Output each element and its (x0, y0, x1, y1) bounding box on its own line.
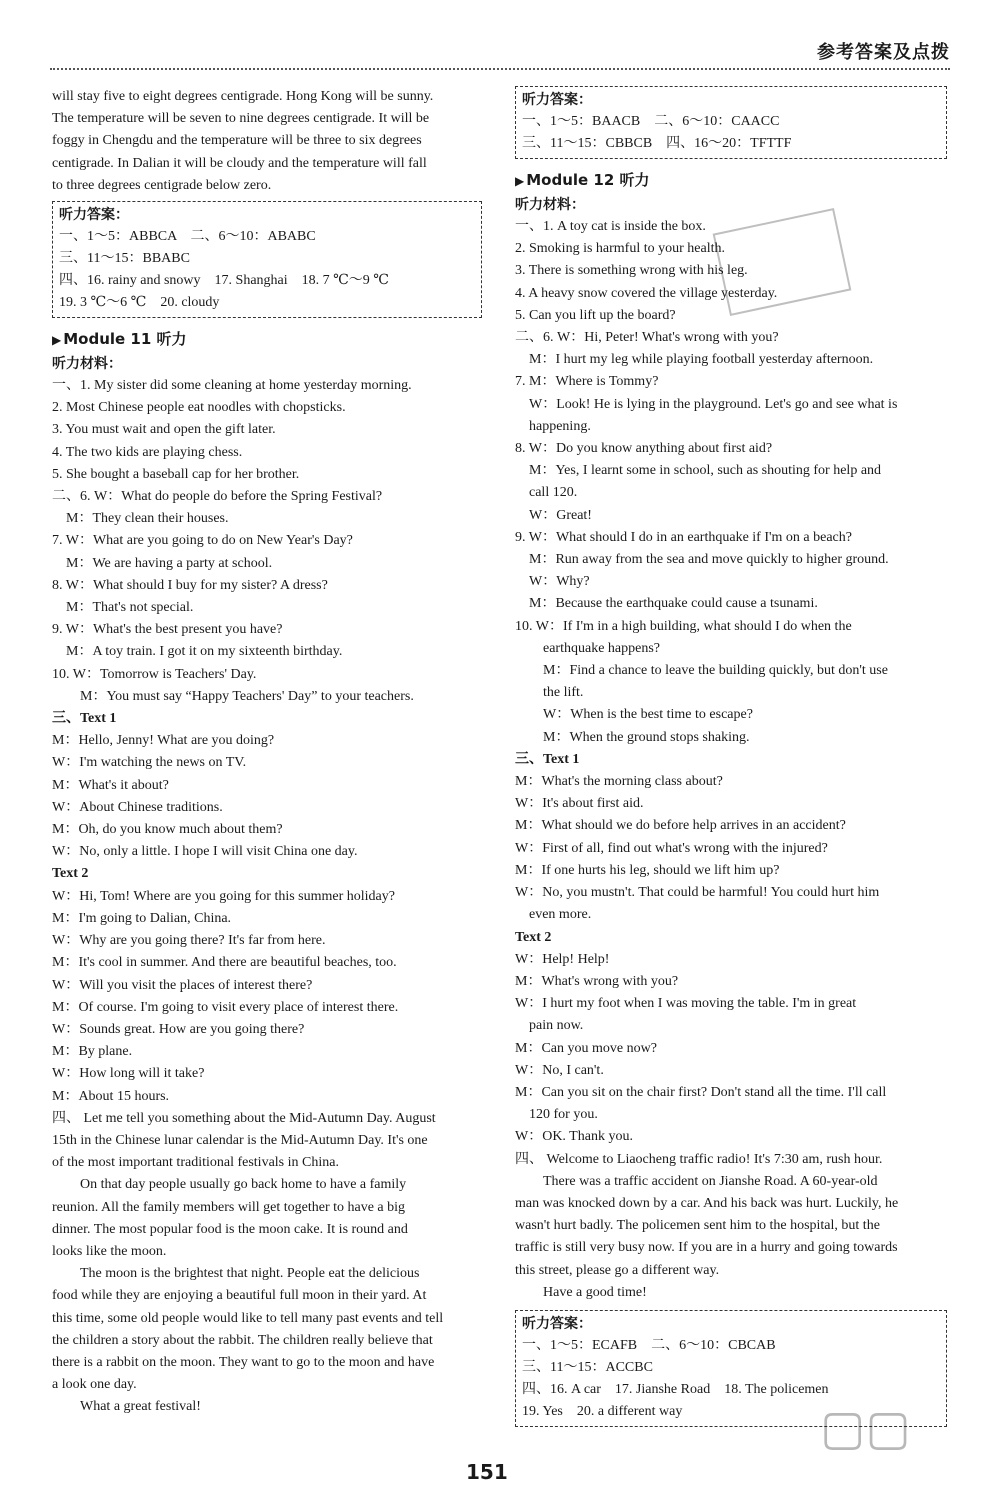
text-line: 一、1～5：ECAFB 二、6～10：CBCAB (522, 1337, 776, 1353)
text-line: 5. She bought a baseball cap for her brother. (52, 466, 300, 482)
text-line: 8. W：Do you know anything about first aid? (515, 441, 773, 457)
text-line: W：No, only a little. I hope I will visit China one day. (52, 844, 358, 860)
text-line: reunion. All the family members will get together to have a big (52, 1199, 406, 1215)
text-line: W：No, I can't. (515, 1062, 604, 1078)
text-line: 15th in the Chinese lunar calendar is the Mid-Autumn Day. It's one (52, 1132, 428, 1148)
text-line: 二、6. W：Hi, Peter! What's wrong with you? (515, 330, 779, 346)
text-line: W：Look! He is lying in the playground. Let's go and see what is (529, 396, 898, 412)
text-line: M：Can you move now? (515, 1040, 657, 1056)
material-label: 听力材料： (515, 197, 585, 213)
text-line: W：OK. Thank you. (515, 1129, 633, 1145)
text-line: W：Will you visit the places of interest there? (52, 977, 313, 993)
text-line: W：Great! (529, 507, 592, 523)
watermark-logo: ▢▢ (820, 1400, 911, 1456)
text-line: 120 for you. (529, 1107, 598, 1123)
text-line: M：What's wrong with you? (515, 973, 679, 989)
text-line: 四、 Let me tell you something about the Mid-Autumn Day. August (52, 1110, 436, 1126)
text-line: W：When is the best time to escape? (543, 707, 753, 723)
text-line: M：That's not special. (66, 600, 194, 616)
text-line: The temperature will be seven to nine degrees centigrade. It will be (52, 111, 430, 127)
text-line: looks like the moon. (52, 1243, 167, 1259)
text-line: What a great festival! (80, 1399, 201, 1415)
text-line: W：First of all, find out what's wrong with the injured? (515, 840, 828, 856)
text-line: M：Oh, do you know much about them? (52, 822, 283, 838)
text-line: man was knocked down by a car. And his back was hurt. Luckily, he (515, 1195, 899, 1211)
left-column (52, 86, 482, 1419)
text-line: happening. (529, 418, 591, 434)
text-line: M：I hurt my leg while playing football yesterday afternoon. (529, 352, 874, 368)
text-line: the lift. (543, 685, 584, 701)
text-line: this street, please go a different way. (515, 1262, 720, 1278)
text-line: 10. W：If I'm in a high building, what should I do when the (515, 618, 852, 634)
text-line: 3. There is something wrong with his leg. (515, 263, 748, 279)
text-line: 5. Can you lift up the board? (515, 307, 676, 323)
text-line: Text 2 (515, 929, 552, 945)
module-12-heading: ▶ Module 12 听力 (515, 171, 650, 189)
answer-box-module-11 (515, 86, 947, 159)
text-line: M：About 15 hours. (52, 1088, 170, 1104)
text-line: W：I'm watching the news on TV. (52, 755, 247, 771)
text-line: 4. A heavy snow covered the village yesterday. (515, 285, 778, 301)
text-line: dinner. The most popular food is the moon cake. It is round and (52, 1221, 408, 1237)
text-line: 19. Yes 20. a different way (522, 1403, 683, 1419)
text-line: W：No, you mustn't. That could be harmful! You could hurt him (515, 885, 880, 901)
text-line: to three degrees centigrade below zero. (52, 177, 272, 193)
text-line: M：Find a chance to leave the building quickly, but don't use (543, 663, 888, 679)
text-line: earthquake happens? (543, 640, 660, 656)
text-line: 9. W：What should I do in an earthquake if I'm on a beach? (515, 529, 852, 545)
text-line: M：When the ground stops shaking. (543, 729, 750, 745)
text-line: there is a rabbit on the moon. They want to go to the moon and have (52, 1354, 435, 1370)
text-line: 三、Text 1 (52, 711, 117, 727)
text-line: W：Sounds great. How are you going there? (52, 1021, 305, 1037)
text-line: W：I hurt my foot when I was moving the table. I'm in great (515, 996, 857, 1012)
text-line: On that day people usually go back home to have a family (80, 1177, 407, 1193)
answer-box-module-10 (52, 201, 482, 318)
text-line: the children a story about the rabbit. The children really believe that (52, 1332, 433, 1348)
text-line: W：Hi, Tom! Where are you going for this summer holiday? (52, 888, 395, 904)
text-line: 19. 3 ℃～6 ℃ 20. cloudy (59, 295, 220, 311)
text-line: M：Yes, I learnt some in school, such as shouting for help and (529, 463, 882, 479)
text-line: W：Help! Help! (515, 951, 610, 967)
text-line: W：How long will it take? (52, 1066, 205, 1082)
text-line: M：If one hurts his leg, should we lift him up? (515, 862, 780, 878)
intro-paragraph (52, 86, 482, 197)
text-line: 一、1. A toy cat is inside the box. (515, 219, 706, 234)
text-line: 三、11～15：ACCBC (522, 1359, 653, 1375)
answer-box-title: 听力答案： (522, 1315, 592, 1332)
text-line: pain now. (529, 1018, 584, 1034)
text-line: There was a traffic accident on Jianshe Road. A 60-year-old (543, 1173, 878, 1189)
text-line: traffic is still very busy now. If you are in a hurry and going towards (515, 1240, 898, 1256)
text-line: M：They clean their houses. (66, 511, 229, 527)
text-line: 三、11～15：BBABC (59, 251, 190, 267)
text-line: M：Hello, Jenny! What are you doing? (52, 733, 275, 749)
text-line: 四、16. rainy and snowy 17. Shanghai 18. 7 ℃～9 ℃ (59, 273, 389, 289)
text-line: M：You must say “Happy Teachers' Day” to your teachers. (80, 688, 414, 704)
text-line: M：What should we do before help arrives in an accident? (515, 818, 846, 834)
text-line: foggy in Chengdu and the temperature will be three to six degrees (52, 133, 422, 149)
text-line: M：By plane. (52, 1044, 133, 1060)
text-line: 四、16. A car 17. Jianshe Road 18. The policemen (522, 1381, 829, 1397)
page-header-title: 参考答案及点拨 (817, 42, 950, 63)
material-label: 听力材料： (52, 356, 122, 373)
text-line: a look one day. (52, 1377, 137, 1393)
text-line: M：We are having a party at school. (66, 555, 273, 571)
text-line: call 120. (529, 485, 578, 501)
text-line: 8. W：What should I buy for my sister? A dress? (52, 577, 328, 593)
text-line: 一、1～5：ABBCA 二、6～10：ABABC (59, 229, 316, 245)
text-line: 7. M：Where is Tommy? (515, 374, 659, 390)
text-line: M：What's the morning class about? (515, 774, 723, 790)
module-12-transcript (515, 216, 947, 1304)
answer-box-title: 听力答案： (59, 207, 129, 224)
text-line: 三、11～15：CBBCB 四、16～20：TFTTF (522, 136, 792, 151)
text-line: M：What's it about? (52, 777, 169, 793)
text-line: W：Why are you going there? It's far from here. (52, 933, 326, 949)
text-line: 三、Text 1 (515, 751, 580, 767)
text-line: M：I'm going to Dalian, China. (52, 910, 232, 926)
answer-box-title: 听力答案： (522, 92, 592, 108)
text-line: M：Because the earthquake could cause a tsunami. (529, 596, 818, 612)
page-number: 151 (466, 1460, 508, 1484)
text-line: W：It's about first aid. (515, 796, 644, 812)
text-line: The moon is the brightest that night. People eat the delicious (80, 1266, 420, 1282)
text-line: 4. The two kids are playing chess. (52, 444, 243, 460)
text-line: even more. (529, 907, 592, 923)
text-line: M：A toy train. I got it on my sixteenth birthday. (66, 644, 343, 660)
text-line: 10. W：Tomorrow is Teachers' Day. (52, 666, 257, 682)
text-line: 2. Most Chinese people eat noodles with chopsticks. (52, 400, 346, 416)
text-line: 二、6. W：What do people do before the Spring Festival? (52, 489, 383, 505)
text-line: 一、1～5：BAACB 二、6～10：CAACC (522, 114, 780, 129)
text-line: of the most important traditional festivals in China. (52, 1155, 339, 1171)
text-line: Text 2 (52, 866, 89, 882)
text-line: centigrade. In Dalian it will be cloudy and the temperature will fall (52, 155, 427, 171)
text-line: M：Of course. I'm going to visit every place of interest there. (52, 999, 399, 1015)
text-line: M：Run away from the sea and move quickly to higher ground. (529, 552, 889, 568)
text-line: 7. W：What are you going to do on New Year's Day? (52, 533, 353, 549)
text-line: M：It's cool in summer. And there are beautiful beaches, too. (52, 955, 397, 971)
text-line: W：About Chinese traditions. (52, 799, 223, 815)
text-line: 一、1. My sister did some cleaning at home yesterday morning. (52, 378, 412, 394)
text-line: 3. You must wait and open the gift later. (52, 422, 276, 438)
text-line: this time, some old people would like to tell many past events and tell (52, 1310, 444, 1326)
header-divider (50, 68, 950, 70)
text-line: M：Can you sit on the chair first? Don't stand all the time. I'll call (515, 1084, 887, 1100)
module-11-heading: ▶ Module 11 听力 (52, 330, 187, 349)
module-11-transcript (52, 375, 482, 1419)
text-line: wasn't hurt badly. The policemen sent him to the hospital, but the (515, 1218, 880, 1234)
text-line: will stay five to eight degrees centigrade. Hong Kong will be sunny. (52, 89, 434, 104)
text-line: 四、 Welcome to Liaocheng traffic radio! It's 7:30 am, rush hour. (515, 1151, 883, 1167)
text-line: 9. W：What's the best present you have? (52, 622, 283, 638)
text-line: W：Why? (529, 574, 590, 590)
text-line: food while they are enjoying a beautiful full moon in their yard. At (52, 1288, 427, 1304)
text-line: 2. Smoking is harmful to your health. (515, 241, 725, 257)
text-line: Have a good time! (543, 1284, 647, 1300)
